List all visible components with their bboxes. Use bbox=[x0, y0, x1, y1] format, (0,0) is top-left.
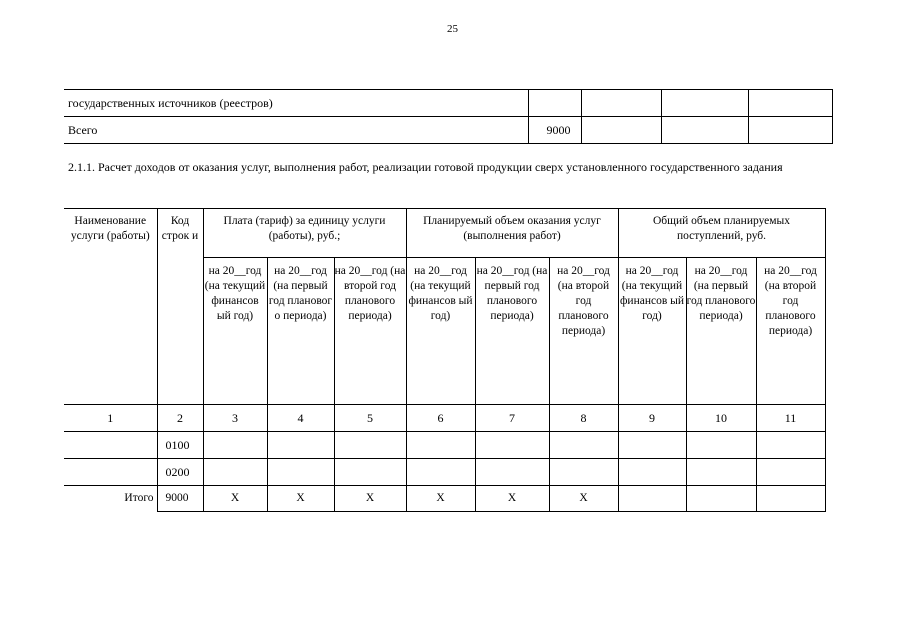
table-cell bbox=[475, 432, 549, 459]
column-number-row bbox=[64, 405, 825, 432]
header-price-group: Плата (тариф) за единицу услуги (работы), руб.; bbox=[203, 209, 406, 258]
total-row bbox=[64, 486, 825, 512]
row-label: Всего bbox=[64, 117, 528, 144]
table-cell bbox=[661, 90, 748, 117]
header-name: Наименование услуги (работы) bbox=[64, 209, 157, 405]
x-mark: X bbox=[267, 486, 334, 512]
x-mark: X bbox=[334, 486, 406, 512]
section-heading: 2.1.1. Расчет доходов от оказания услуг, выполнения работ, реализации готовой продукции сверх установленного государственного задания bbox=[68, 160, 783, 174]
table-cell bbox=[756, 459, 825, 486]
column-number: 5 bbox=[334, 405, 406, 432]
header-volume-group: Планируемый объем оказания услуг (выполнения работ) bbox=[406, 209, 618, 258]
subheader-volume-second: на 20__год (на второй год планового периода) bbox=[549, 258, 618, 405]
table-row bbox=[64, 459, 825, 486]
table-row bbox=[64, 432, 825, 459]
column-number: 3 bbox=[203, 405, 267, 432]
table-cell bbox=[406, 459, 475, 486]
table-cell bbox=[618, 486, 686, 512]
x-mark: X bbox=[475, 486, 549, 512]
table-cell bbox=[528, 90, 581, 117]
table-cell bbox=[756, 486, 825, 512]
table-cell bbox=[549, 432, 618, 459]
column-number: 11 bbox=[756, 405, 825, 432]
table-row bbox=[64, 117, 832, 144]
table-cell bbox=[475, 459, 549, 486]
table-cell bbox=[267, 432, 334, 459]
table-cell bbox=[267, 459, 334, 486]
table-cell bbox=[686, 459, 756, 486]
table-cell bbox=[686, 432, 756, 459]
page-number: 25 bbox=[447, 23, 458, 35]
subheader-price-second: на 20__год (на второй год планового периода) bbox=[334, 258, 406, 405]
header-code: Код строк и bbox=[157, 209, 203, 405]
table-cell bbox=[618, 459, 686, 486]
row-code: 0200 bbox=[157, 459, 203, 486]
column-number: 8 bbox=[549, 405, 618, 432]
total-label: Итого bbox=[124, 492, 154, 505]
row-name bbox=[64, 432, 157, 459]
header-row bbox=[64, 209, 825, 258]
table-cell bbox=[581, 117, 661, 144]
subheader-volume-current: на 20__год (на текущий финансов ый год) bbox=[406, 258, 475, 405]
row-code: 9000 bbox=[528, 117, 581, 144]
table-cell bbox=[406, 432, 475, 459]
subheader-volume-first: на 20__год (на первый год планового периода) bbox=[475, 258, 549, 405]
subheader-price-current: на 20__год (на текущий финансов ый год) bbox=[203, 258, 267, 405]
header-revenue-group: Общий объем планируемых поступлений, руб. bbox=[618, 209, 825, 258]
subheader-revenue-current: на 20__год (на текущий финансов ый год) bbox=[618, 258, 686, 405]
row-label: государственных источников (реестров) bbox=[64, 90, 528, 117]
subheader-price-first: на 20__год (на первый год плановог о периода) bbox=[267, 258, 334, 405]
column-number: 2 bbox=[157, 405, 203, 432]
totals-table bbox=[64, 89, 833, 144]
x-mark: X bbox=[549, 486, 618, 512]
table-cell bbox=[618, 432, 686, 459]
table-cell bbox=[756, 432, 825, 459]
table-cell bbox=[334, 459, 406, 486]
column-number: 4 bbox=[267, 405, 334, 432]
table-cell bbox=[748, 117, 832, 144]
table-cell bbox=[686, 486, 756, 512]
income-calculation-table bbox=[64, 208, 826, 512]
table-cell bbox=[661, 117, 748, 144]
subheader-revenue-second: на 20__год (на второй год планового периода) bbox=[756, 258, 825, 405]
total-code: 9000 bbox=[157, 486, 203, 512]
table-cell bbox=[334, 432, 406, 459]
table-cell bbox=[203, 459, 267, 486]
table-cell bbox=[748, 90, 832, 117]
row-name bbox=[64, 459, 157, 486]
table-row bbox=[64, 90, 832, 117]
x-mark: X bbox=[203, 486, 267, 512]
subheader-revenue-first: на 20__год (на первый год планового периода) bbox=[686, 258, 756, 405]
column-number: 7 bbox=[475, 405, 549, 432]
table-cell bbox=[581, 90, 661, 117]
column-number: 10 bbox=[686, 405, 756, 432]
column-number: 6 bbox=[406, 405, 475, 432]
column-number: 1 bbox=[64, 405, 157, 432]
column-number: 9 bbox=[618, 405, 686, 432]
x-mark: X bbox=[406, 486, 475, 512]
table-cell bbox=[549, 459, 618, 486]
row-code: 0100 bbox=[157, 432, 203, 459]
table-cell bbox=[203, 432, 267, 459]
